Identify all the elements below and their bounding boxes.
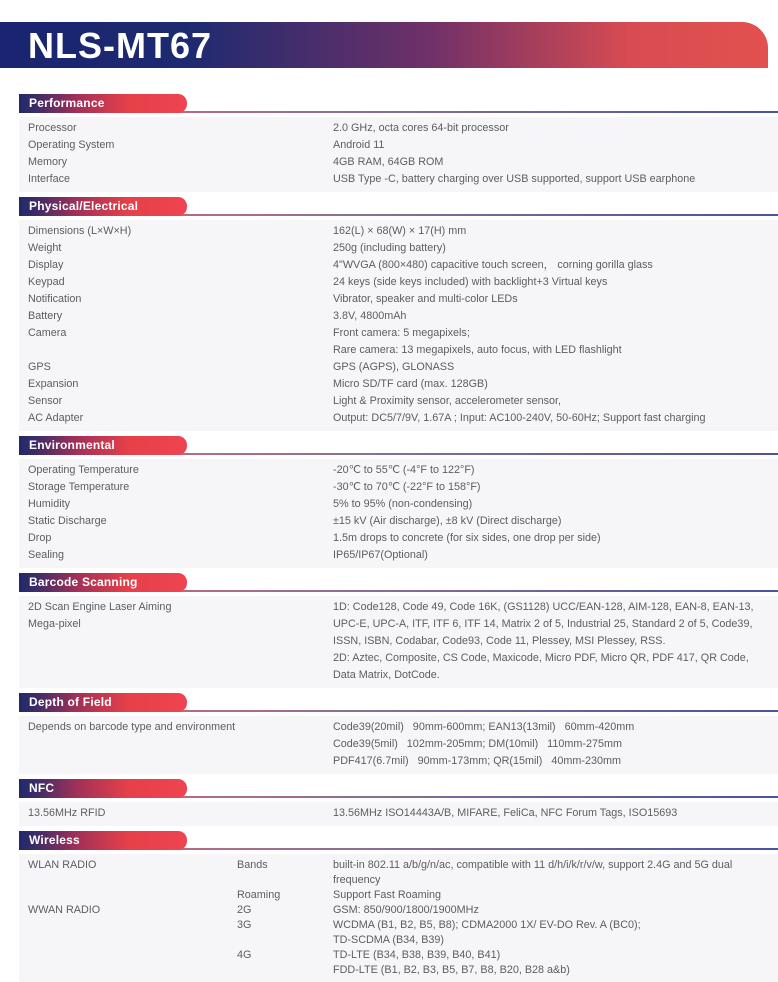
spec-value xyxy=(333,903,770,918)
spec-value xyxy=(333,599,770,684)
spec-section xyxy=(0,94,778,192)
spec-row xyxy=(28,513,770,530)
spec-value xyxy=(333,858,770,888)
spec-label: Depends on barcode type and environment xyxy=(28,721,236,733)
spec-value xyxy=(333,154,770,171)
spec-value xyxy=(333,513,770,530)
spec-row xyxy=(28,223,770,240)
spec-row xyxy=(28,393,770,410)
spec-value xyxy=(333,223,770,240)
spec-label: WLAN RADIO xyxy=(28,859,97,871)
spec-subcategory: Roaming xyxy=(237,889,281,901)
spec-section xyxy=(0,436,778,568)
spec-value xyxy=(333,240,770,257)
spec-value-line: -30℃ to 70℃ (-22°F to 158°F) xyxy=(333,481,481,493)
spec-label: Dimensions (L×W×H) xyxy=(28,225,132,237)
spec-subcategory: 2G xyxy=(237,904,252,916)
section-title: Performance xyxy=(19,94,187,113)
section-title: NFC xyxy=(19,779,187,798)
section-title: Depth of Field xyxy=(19,693,187,712)
spec-row xyxy=(28,291,770,308)
section-title: Wireless xyxy=(19,831,187,850)
spec-value xyxy=(333,325,770,359)
spec-value-line: 162(L) × 68(W) × 17(H) mm xyxy=(333,225,467,237)
spec-label: AC Adapter xyxy=(28,412,84,424)
spec-value-line: PDF417(6.7mil) 90mm-173mm; QR(15mil) 40mm-230mm xyxy=(333,755,621,767)
spec-section xyxy=(0,779,778,826)
spec-label: Storage Temperature xyxy=(28,481,130,493)
spec-value xyxy=(333,171,770,188)
spec-value xyxy=(333,462,770,479)
spec-value-line: Support Fast Roaming xyxy=(333,889,442,901)
spec-row xyxy=(28,325,770,359)
spec-label: Sensor xyxy=(28,395,63,407)
spec-label: Operating System xyxy=(28,139,115,151)
spec-value xyxy=(333,547,770,564)
spec-value-line: 4GB RAM, 64GB ROM xyxy=(333,156,444,168)
section-header xyxy=(0,573,778,592)
spec-value-line: built-in 802.11 a/b/g/n/ac, compatible with 11 d/h/i/k/r/v/w, support 2.4G and 5G dual frequency xyxy=(333,859,736,886)
section-header xyxy=(0,94,778,113)
spec-subcategory: 4G xyxy=(237,949,252,961)
spec-value xyxy=(333,274,770,291)
spec-value xyxy=(333,359,770,376)
spec-value-line: 5% to 95% (non-condensing) xyxy=(333,498,473,510)
spec-row xyxy=(28,547,770,564)
spec-value xyxy=(333,918,770,948)
spec-row xyxy=(28,376,770,393)
spec-row xyxy=(28,462,770,479)
spec-section xyxy=(0,693,778,774)
spec-value-line: 2.0 GHz, octa cores 64-bit processor xyxy=(333,122,509,134)
spec-value-line: Rare camera: 13 megapixels, auto focus, with LED flashlight xyxy=(333,344,622,356)
spec-label: Static Discharge xyxy=(28,515,107,527)
spec-value-line: Micro SD/TF card (max. 128GB) xyxy=(333,378,488,390)
product-title: NLS-MT67 xyxy=(28,25,213,66)
spec-row xyxy=(28,496,770,513)
spec-value xyxy=(333,308,770,325)
section-body xyxy=(19,596,778,688)
spec-value xyxy=(333,530,770,547)
spec-row xyxy=(28,410,770,427)
section-title: Barcode Scanning xyxy=(19,573,187,592)
spec-label-line: Mega-pixel xyxy=(28,618,81,630)
spec-value-line: FDD-LTE (B1, B2, B3, B5, B7, B8, B20, B28 a&b) xyxy=(333,964,570,976)
spec-label: Sealing xyxy=(28,549,65,561)
spec-row xyxy=(28,274,770,291)
spec-value xyxy=(333,948,770,978)
spec-subcategory: Bands xyxy=(237,859,268,871)
spec-value-line: GSM: 850/900/1800/1900MHz xyxy=(333,904,479,916)
section-title: Environmental xyxy=(19,436,187,455)
section-header xyxy=(0,831,778,850)
section-body xyxy=(19,117,778,192)
spec-value-line: 24 keys (side keys included) with backlight+3 Virtual keys xyxy=(333,276,608,288)
spec-value xyxy=(333,479,770,496)
spec-value xyxy=(333,888,770,903)
spec-value-line: Android 11 xyxy=(333,139,385,151)
title-banner xyxy=(0,22,768,68)
spec-row xyxy=(28,530,770,547)
spec-label: Memory xyxy=(28,156,67,168)
section-header xyxy=(0,693,778,712)
section-title: Physical/Electrical xyxy=(19,197,187,216)
spec-label: Weight xyxy=(28,242,62,254)
spec-row xyxy=(28,903,770,918)
spec-value-line: 13.56MHz ISO14443A/B, MIFARE, FeliCa, NFC Forum Tags, ISO15693 xyxy=(333,807,678,819)
section-header xyxy=(0,436,778,455)
section-header xyxy=(0,779,778,798)
spec-value xyxy=(333,291,770,308)
section-body xyxy=(19,802,778,826)
spec-value-line: ±15 kV (Air discharge), ±8 kV (Direct discharge) xyxy=(333,515,562,527)
spec-value xyxy=(333,805,770,822)
spec-section xyxy=(0,197,778,431)
spec-label-line: 2D Scan Engine Laser Aiming xyxy=(28,601,172,613)
spec-section xyxy=(0,573,778,688)
spec-label: Display xyxy=(28,259,64,271)
section-body xyxy=(19,716,778,774)
spec-value-line: IP65/IP67(Optional) xyxy=(333,549,428,561)
section-body xyxy=(19,459,778,568)
spec-label: Battery xyxy=(28,310,63,322)
spec-label: Notification xyxy=(28,293,82,305)
spec-row xyxy=(28,719,770,770)
spec-value-line: TD-LTE (B34, B38, B39, B40, B41) xyxy=(333,949,501,961)
spec-value-line: USB Type -C, battery charging over USB supported, support USB earphone xyxy=(333,173,696,185)
spec-value xyxy=(333,719,770,770)
spec-value xyxy=(333,393,770,410)
spec-label: Processor xyxy=(28,122,77,134)
spec-value-line: Code39(20mil) 90mm-600mm; EAN13(13mil) 60mm-420mm xyxy=(333,721,635,733)
spec-label: 13.56MHz RFID xyxy=(28,807,106,819)
spec-row xyxy=(28,171,770,188)
section-header xyxy=(0,197,778,216)
spec-value-line: Front camera: 5 megapixels; xyxy=(333,327,470,339)
spec-value xyxy=(333,137,770,154)
spec-value xyxy=(333,376,770,393)
spec-value-line: -20℃ to 55℃ (-4°F to 122°F) xyxy=(333,464,475,476)
spec-value-line: Vibrator, speaker and multi-color LEDs xyxy=(333,293,518,305)
spec-row xyxy=(28,359,770,376)
spec-value xyxy=(333,496,770,513)
spec-value-line: Light & Proximity sensor, accelerometer sensor, xyxy=(333,395,562,407)
spec-row xyxy=(28,154,770,171)
spec-sections xyxy=(0,94,778,982)
spec-row xyxy=(28,888,770,903)
spec-label: GPS xyxy=(28,361,51,373)
spec-row xyxy=(28,479,770,496)
spec-value-line: Code39(5mil) 102mm-205mm; DM(10mil) 110mm-275mm xyxy=(333,738,622,750)
spec-value-line: 1D: Code128, Code 49, Code 16K, (GS1128) UCC/EAN-128, AIM-128, EAN-8, EAN-13, UPC-E, UPC-A, ITF, ITF 6, ITF 14, Matrix 2 of 5, Industrial 25, Standard 2 of 5, Code39, ISSN, ISBN, Codabar, Code93, Code 11, Plessey, MSI Plessey, RSS. xyxy=(333,601,757,647)
spec-value xyxy=(333,257,770,274)
spec-label xyxy=(28,599,333,633)
spec-row xyxy=(28,805,770,822)
spec-value-line: GPS (AGPS), GLONASS xyxy=(333,361,455,373)
spec-row xyxy=(28,918,770,948)
section-body xyxy=(19,854,778,982)
spec-value xyxy=(333,410,770,427)
spec-row xyxy=(28,240,770,257)
spec-label: Keypad xyxy=(28,276,65,288)
spec-value-line: WCDMA (B1, B2, B5, B8); CDMA2000 1X/ EV-DO Rev. A (BC0); xyxy=(333,919,641,931)
spec-value-line: 250g (including battery) xyxy=(333,242,446,254)
spec-value-line: Output: DC5/7/9V, 1.67A ; Input: AC100-240V, 50-60Hz; Support fast charging xyxy=(333,412,706,424)
spec-row xyxy=(28,858,770,888)
spec-label: Humidity xyxy=(28,498,70,510)
spec-row xyxy=(28,948,770,978)
section-body xyxy=(19,220,778,431)
spec-label: Drop xyxy=(28,532,52,544)
spec-section xyxy=(0,831,778,982)
spec-label: Interface xyxy=(28,173,71,185)
spec-row xyxy=(28,308,770,325)
spec-value-line: 3.8V, 4800mAh xyxy=(333,310,407,322)
spec-row xyxy=(28,120,770,137)
spec-value-line: 1.5m drops to concrete (for six sides, one drop per side) xyxy=(333,532,601,544)
spec-subcategory: 3G xyxy=(237,919,252,931)
spec-label: Operating Temperature xyxy=(28,464,139,476)
spec-row xyxy=(28,137,770,154)
spec-row xyxy=(28,257,770,274)
spec-label: Camera xyxy=(28,327,67,339)
spec-value-line: 2D: Aztec, Composite, CS Code, Maxicode, Micro PDF, Micro QR, PDF 417, QR Code, Data Matrix, DotCode. xyxy=(333,652,752,681)
spec-value-line: 4"WVGA (800×480) capacitive touch screen， corning gorilla glass xyxy=(333,259,653,271)
datasheet-page xyxy=(0,22,778,982)
spec-value xyxy=(333,120,770,137)
spec-value-line: TD-SCDMA (B34, B39) xyxy=(333,934,444,946)
spec-label: Expansion xyxy=(28,378,79,390)
spec-row xyxy=(28,599,770,684)
spec-label: WWAN RADIO xyxy=(28,904,101,916)
